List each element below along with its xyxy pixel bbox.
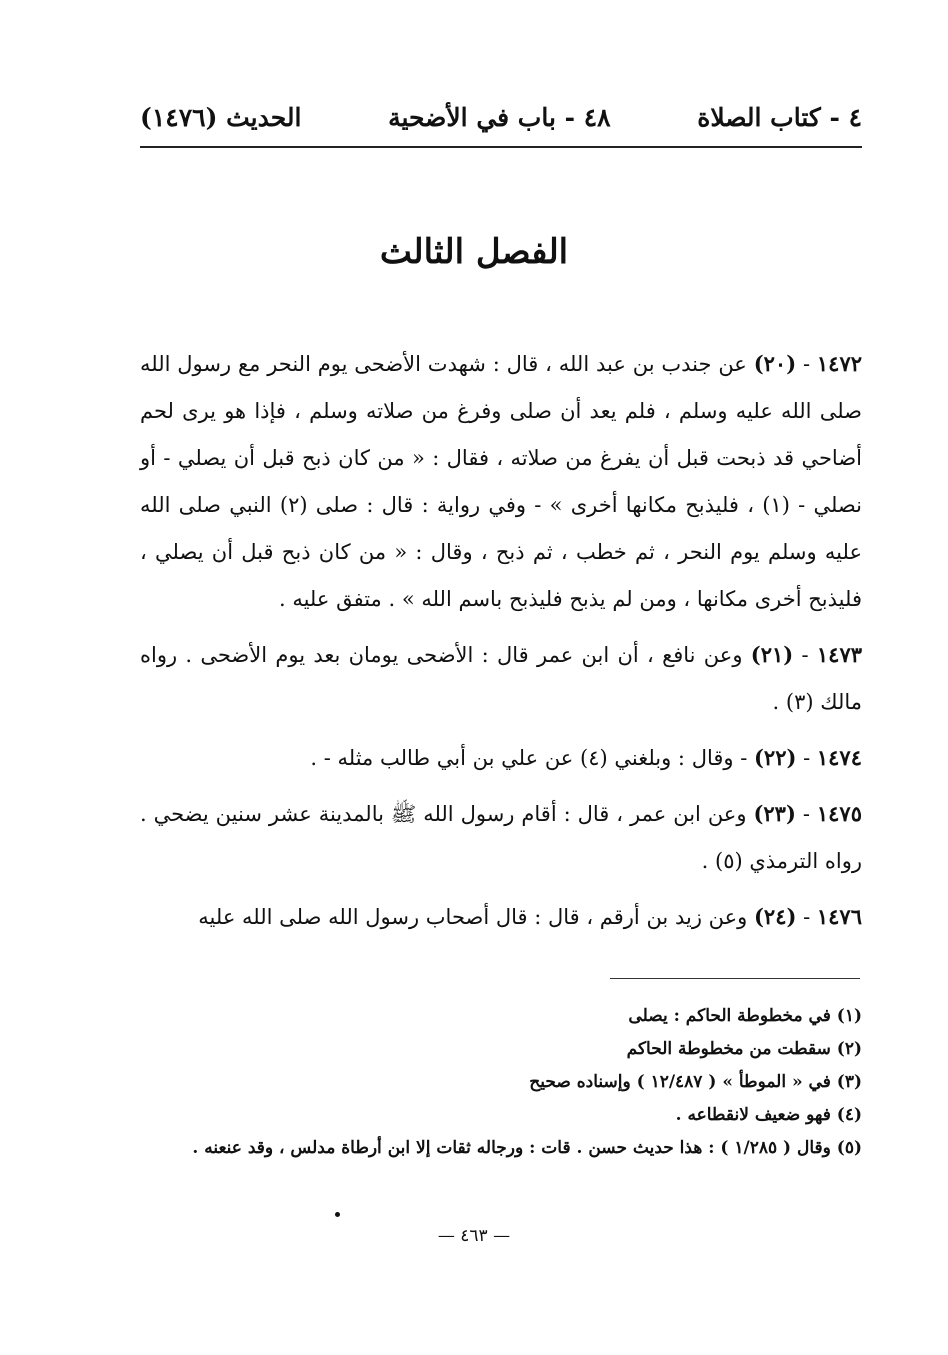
- hadith-paragraph: ١٤٧٦ - (٢٤) وعن زيد بن أرقم ، قال : قال أصحاب رسول الله صلى الله عليه: [198, 904, 862, 929]
- hadith-paragraph: ١٤٧٣ - (٢١) وعن نافع ، أن ابن عمر قال : الأضحى يومان بعد يوم الأضحى . رواه مالك (٣) .: [140, 642, 863, 714]
- hadith-body: [140, 340, 862, 949]
- header-divider: [140, 146, 862, 148]
- hadith-text: عن جندب بن عبد الله ، قال : شهدت الأضحى يوم النحر مع رسول الله صلى الله عليه وسلم ، فلم يعد أن صلى وفرغ من صلاته وسلم ، فإذا هو يرى لحم أضاحي قد ذبحت قبل أن يفرغ من صلاته ، فقال : « من كان ذبح قبل أن يصلي - أو نصلي - (١) ، فليذبح مكانها أخرى » - وفي رواية : قال : صلى (٢) النبي صلى الله عليه وسلم يوم النحر ، ثم خطب ، ثم ذبح ، وقال : « من كان ذبح قبل أن يصلي ، فليذبح أخرى مكانها ، ومن لم يذبح فليذبح باسم الله » . متفق عليه .: [140, 352, 862, 611]
- hadith-number: ١٤٧٤: [816, 745, 862, 770]
- hadith-ref: (٢٢): [753, 745, 797, 770]
- hadith-text: وعن ابن عمر ، قال : أقام رسول الله ﷺ بالمدينة عشر سنين يضحي . رواه الترمذي (٥) .: [140, 802, 862, 873]
- footnote: (٤) فهو ضعيف لانقطاعه .: [675, 1105, 862, 1125]
- hadith-text: وعن زيد بن أرقم ، قال : قال أصحاب رسول الله صلى الله عليه: [198, 905, 748, 929]
- hadith-number: ١٤٧٦: [816, 904, 862, 929]
- running-header: [140, 92, 862, 142]
- section-title: الفصل الثالث: [379, 232, 569, 272]
- hadith-number: ١٤٧٣: [816, 642, 863, 667]
- footnote: (٣) في « الموطأ » ( ١٢/٤٨٧ ) وإسناده صحيح: [529, 1072, 862, 1092]
- hadith-ref: (٢٠): [753, 351, 797, 376]
- footnote: (٥) وقال ( ١/٢٨٥ ) : هذا حديث حسن . قات : ورجاله ثقات إلا ابن أرطاة مدلس ، وقد عنعنه .: [192, 1138, 862, 1158]
- footnotes: [140, 1000, 862, 1165]
- hadith-paragraph: ١٤٧٥ - (٢٣) وعن ابن عمر ، قال : أقام رسول الله ﷺ بالمدينة عشر سنين يضحي . رواه الترمذي (٥) .: [140, 801, 862, 873]
- hadith-text: - وقال : وبلغني (٤) عن علي بن أبي طالب مثله - .: [310, 746, 748, 770]
- header-chapter-title: ٤٨ - باب في الأضحية: [388, 102, 611, 132]
- hadith-ref: (٢٣): [753, 801, 796, 826]
- hadith-text: وعن نافع ، أن ابن عمر قال : الأضحى يومان بعد يوم الأضحى . رواه مالك (٣) .: [140, 643, 862, 714]
- footnote: (٢) سقطت من مخطوطة الحاكم: [626, 1039, 862, 1059]
- header-book-title: ٤ - كتاب الصلاة: [697, 102, 862, 132]
- hadith-number: ١٤٧٢: [816, 351, 863, 376]
- hadith-ref: (٢٤): [753, 904, 797, 929]
- page-number: — ٤٦٣ —: [437, 1226, 511, 1246]
- ink-dot: [335, 1212, 340, 1217]
- header-hadith-range: الحديث (١٤٧٦): [140, 102, 302, 132]
- hadith-paragraph: ١٤٧٤ - (٢٢) - وقال : وبلغني (٤) عن علي بن أبي طالب مثله - .: [310, 745, 862, 770]
- hadith-ref: (٢١): [750, 642, 794, 667]
- hadith-number: ١٤٧٥: [816, 801, 862, 826]
- footnote: (١) في مخطوطة الحاكم : يصلى: [628, 1006, 862, 1026]
- hadith-paragraph: ١٤٧٢ - (٢٠) عن جندب بن عبد الله ، قال : شهدت الأضحى يوم النحر مع رسول الله صلى الله عليه وسلم ، فلم يعد أن صلى وفرغ من صلاته وسلم ، فإذا هو يرى لحم أضاحي قد ذبحت قبل أن يفرغ من صلاته ، فقال : « من كان ذبح قبل أن يصلي - أو نصلي - (١) ، فليذبح مكانها أخرى » - وفي رواية : قال : صلى (٢) النبي صلى الله عليه وسلم يوم النحر ، ثم خطب ، ثم ذبح ، وقال : « من كان ذبح قبل أن يصلي ، فليذبح أخرى مكانها ، ومن لم يذبح فليذبح باسم الله » . متفق عليه .: [140, 351, 863, 611]
- footnote-divider: [610, 978, 860, 979]
